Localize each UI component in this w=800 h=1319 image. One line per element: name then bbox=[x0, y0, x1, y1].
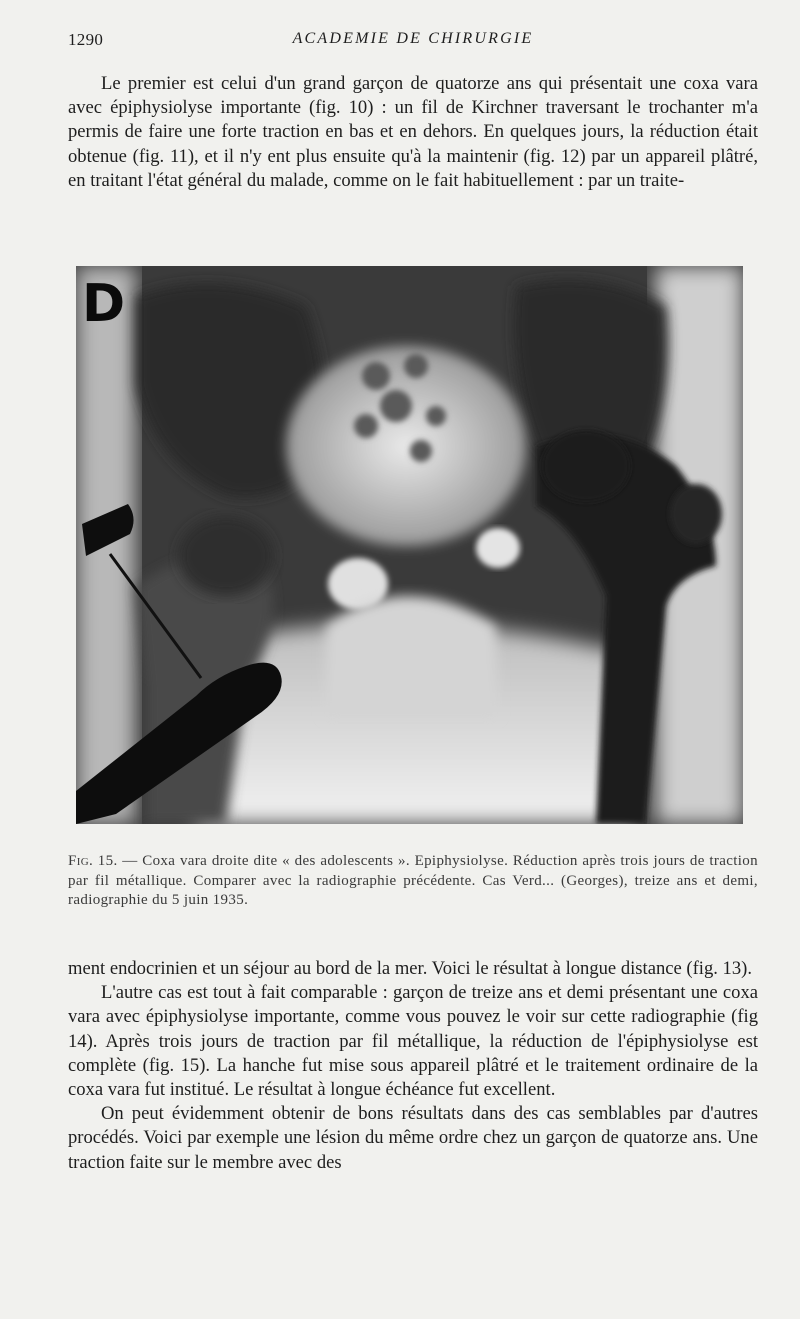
xray-image bbox=[76, 266, 743, 824]
xray-figure bbox=[76, 266, 743, 824]
paragraph-2: ment endocrinien et un séjour au bord de la mer. Voici le résultat à longue distance (fig. 13). bbox=[68, 958, 752, 979]
paragraph-3: L'autre cas est tout à fait comparable : garçon de treize ans et demi présentant une coxa vara avec épiphysiolyse importante, comme vous pouvez le voir sur cette radiographie (fig 14). Après trois jours de traction par fil métallique, la réduction de l'épiphysiolyse est complète (fig. 15). La hanche fut mise sous appareil plâtré et le traitement ordinaire de la coxa vara fut institué. Le résultat à longue échéance fut excellent. bbox=[68, 982, 758, 1101]
running-title: ACADEMIE DE CHIRURGIE bbox=[292, 30, 534, 47]
caption-text: — Coxa vara droite dite « des adolescents ». Epiphysiolyse. Réduction après trois jours de traction par fil métallique. Comparer avec la radiographie précédente. Cas Verd... (Georges), treize ans et demi, radiographie du 5 juin 1935. bbox=[68, 853, 759, 909]
page-number: 1290 bbox=[68, 30, 104, 49]
radiograph-marker-letter: D bbox=[82, 274, 126, 334]
caption-label: Fig. 15. bbox=[68, 853, 118, 869]
page-header bbox=[68, 30, 758, 54]
paragraph-1: Le premier est celui d'un grand garçon de quatorze ans qui présentait une coxa vara avec épiphysiolyse importante (fig. 10) : un fil de Kirchner traversant le trochanter m'a permis de faire une forte traction en bas et en dehors. En quelques jours, la réduction était obtenue (fig. 11), et il n'y ent plus ensuite qu'à la maintenir (fig. 12) par un appareil plâtré, en traitant l'état général du malade, comme on le fait habituellement : par un traite- bbox=[68, 73, 758, 191]
body-text-bottom bbox=[68, 957, 758, 1175]
body-text-top bbox=[68, 72, 758, 193]
figure-caption bbox=[68, 852, 758, 911]
paragraph-4: On peut évidemment obtenir de bons résultats dans des cas semblables par d'autres procédés. Voici par exemple une lésion du même ordre chez un garçon de quatorze ans. Une traction faite sur le membre avec des bbox=[68, 1103, 758, 1173]
